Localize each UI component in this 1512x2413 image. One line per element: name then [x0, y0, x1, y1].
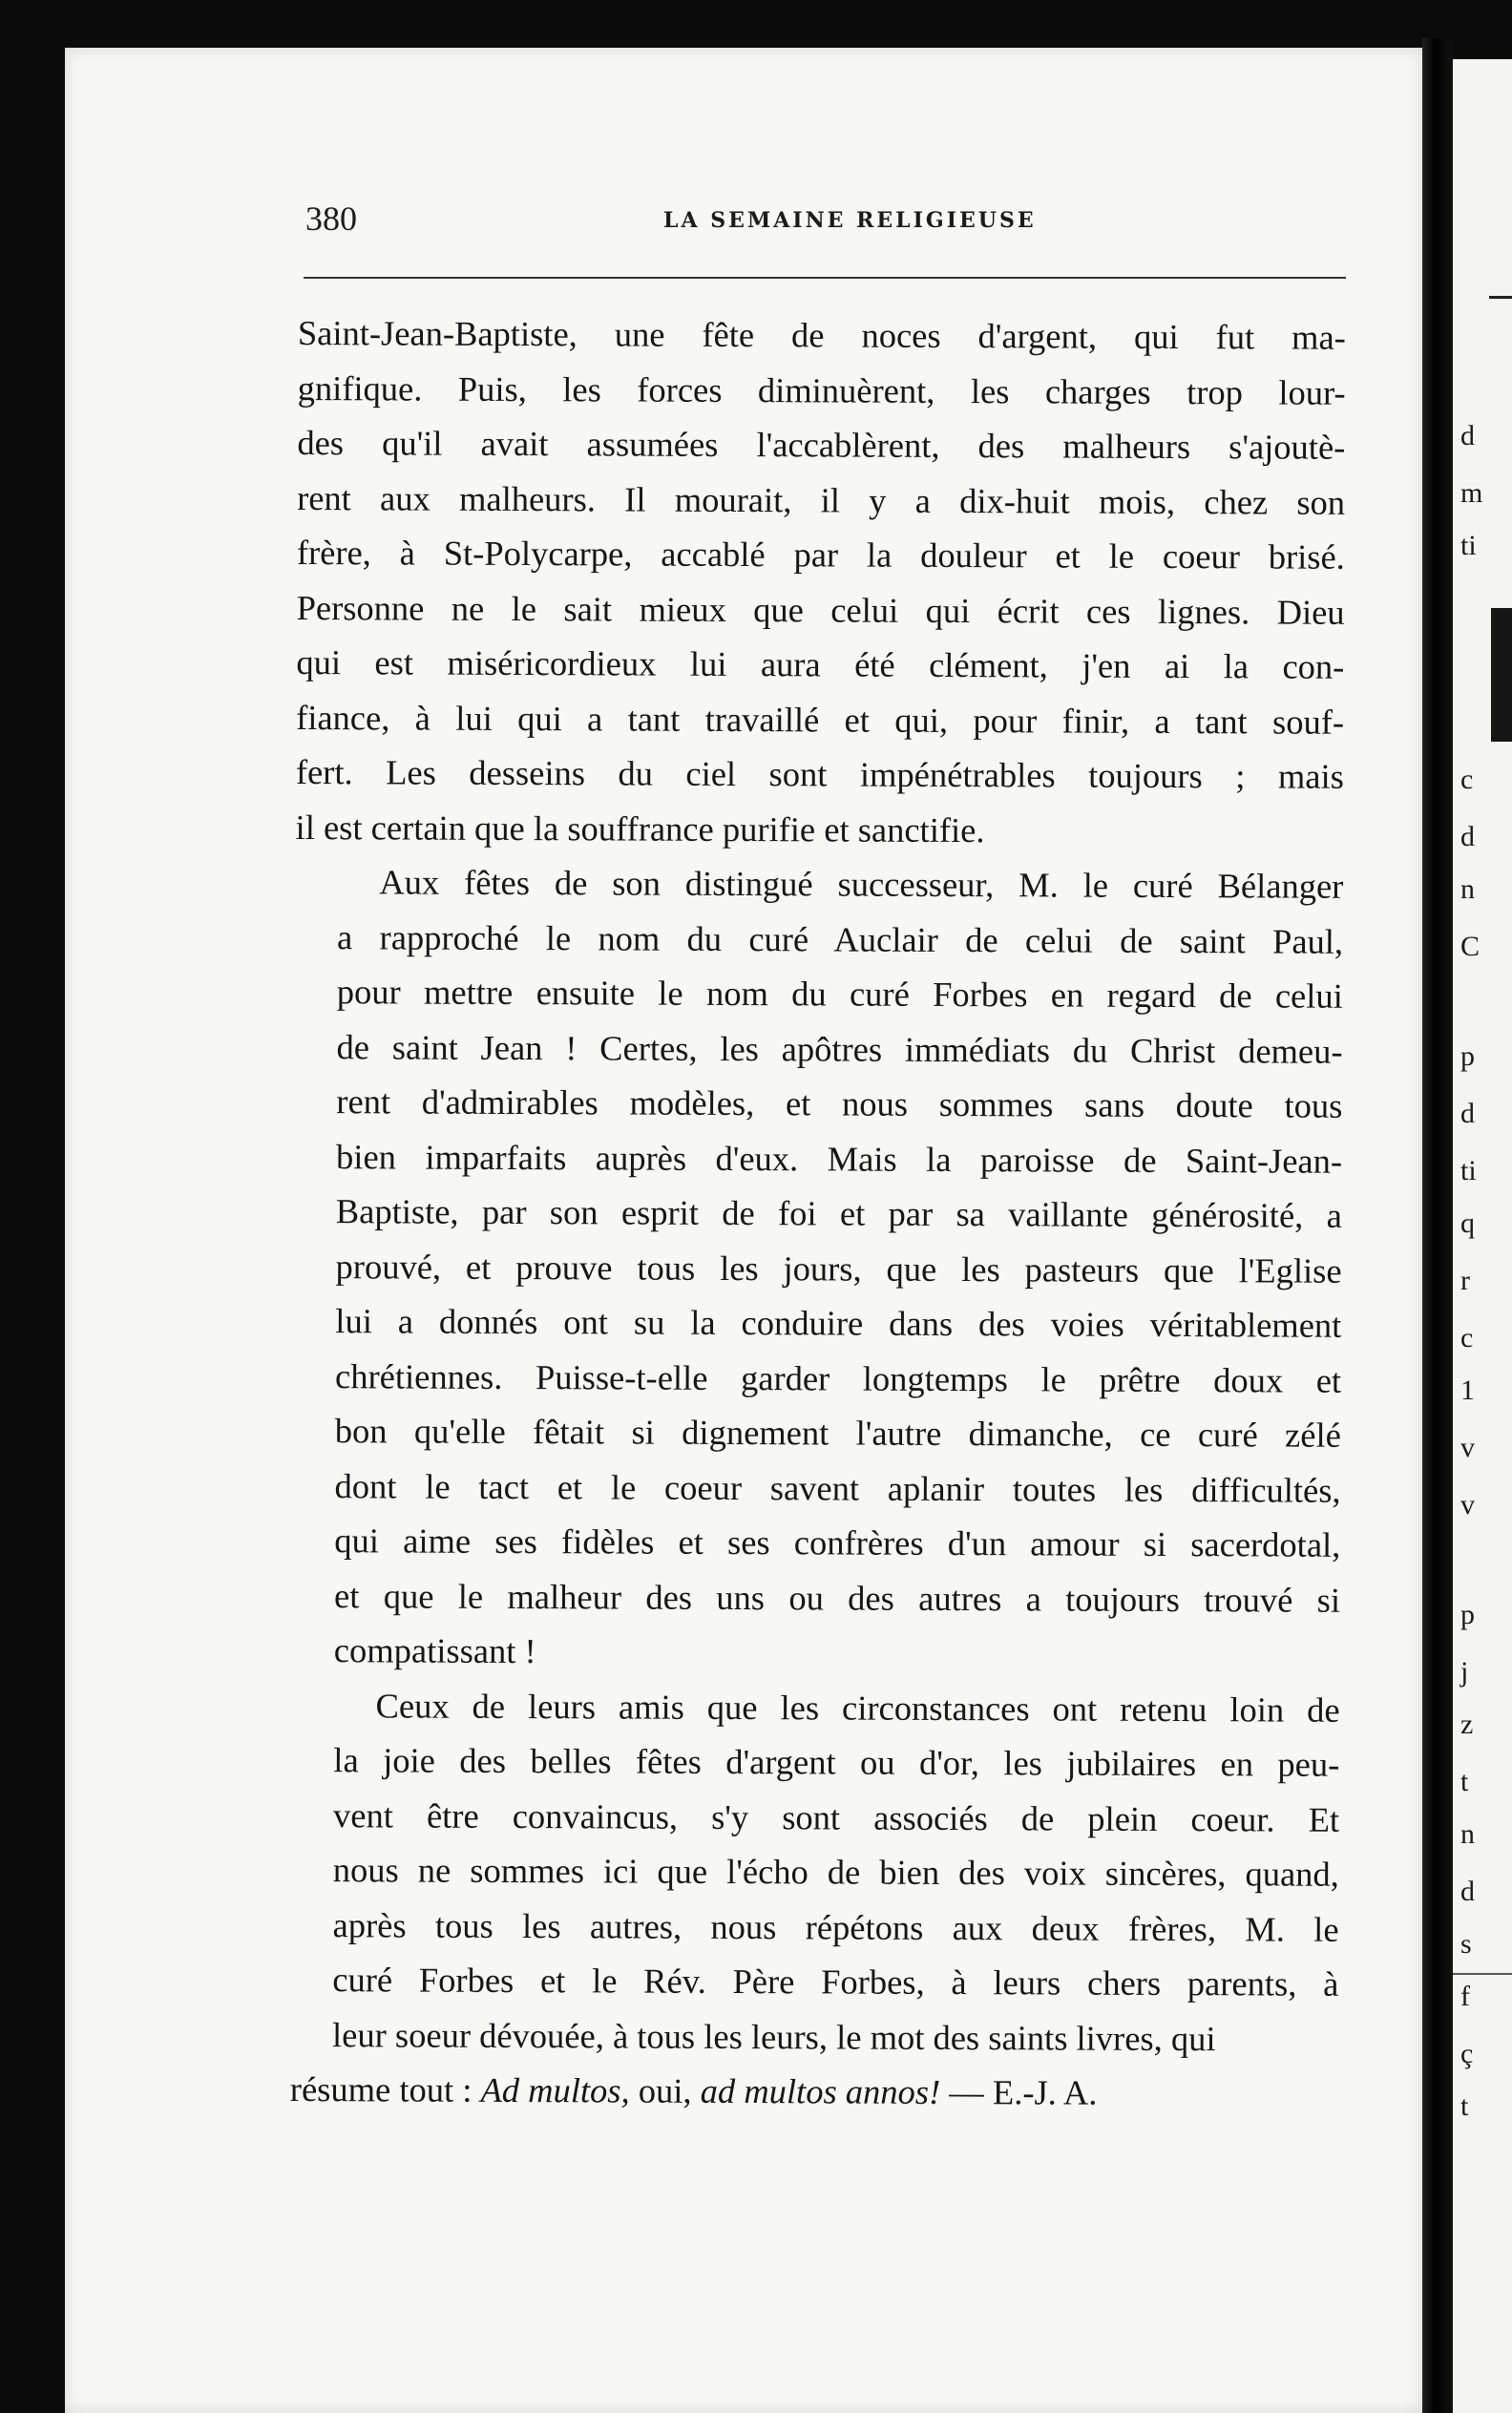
page-number: 380 [305, 199, 357, 238]
text-line: vent être convaincus, s'y sont associés de plein coeur. Et [333, 1794, 1340, 1839]
facing-page-fragment: f [1460, 1981, 1470, 2012]
closing-middle: oui, [629, 2070, 701, 2110]
facing-page-fragment: r [1460, 1265, 1470, 1296]
paragraph [290, 1677, 1340, 2066]
facing-page-edge [1453, 59, 1512, 2413]
facing-page-fragment: d [1460, 821, 1475, 852]
facing-page-fragment: d [1460, 1876, 1475, 1907]
text-line: gnifique. Puis, les forces diminuèrent, les charges trop lour- [297, 367, 1346, 412]
text-line: leur soeur dévouée, à tous les leurs, le mot des saints livres, qui [332, 2014, 1216, 2058]
facing-page-fragment: t [1460, 1766, 1469, 1797]
text-line: de saint Jean ! Certes, les apôtres immédiats du Christ demeu- [336, 1026, 1343, 1071]
facing-page-fragment: z [1460, 1709, 1474, 1740]
text-line: a rapproché le nom du curé Auclair de celui de saint Paul, [337, 916, 1344, 961]
text-line: frère, à St-Polycarpe, accablé par la douleur et le coeur brisé. [296, 532, 1345, 577]
facing-page-fragment: n [1460, 873, 1475, 905]
facing-page-fragment: ti [1460, 530, 1477, 561]
text-line: qui aime ses fidèles et ses confrères d'un amour si sacerdotal, [334, 1521, 1341, 1564]
text-line: dont le tact et le coeur savent aplanir toutes les difficultés, [334, 1465, 1341, 1510]
facing-page-fragment: n [1460, 1818, 1475, 1850]
text-line: il est certain que la souffrance purifie et sanctifie. [295, 807, 985, 850]
facing-page-fragment: m [1460, 477, 1483, 509]
text-line: rent d'admirables modèles, et nous sommes sans doute tous [336, 1081, 1343, 1125]
facing-page-fragment: t [1460, 2090, 1469, 2122]
text-line: bon qu'elle fêtait si dignement l'autre dimanche, ce curé zélé [334, 1411, 1341, 1455]
text-line: Ceux de leurs amis que les circonstances ont retenu loin de [375, 1685, 1340, 1730]
closing-lead: résume tout : [289, 2068, 481, 2109]
text-line: des qu'il avait assumées l'accablèrent, des malheurs s'ajoutè- [297, 422, 1346, 467]
paragraph [295, 305, 1345, 859]
facing-page-fragment: v [1460, 1489, 1475, 1521]
page-header [305, 199, 1346, 241]
facing-page-fragment: c [1460, 764, 1474, 795]
text-line: curé Forbes et le Rév. Père Forbes, à leurs chers parents, à [332, 1960, 1339, 2004]
text-line: Saint-Jean-Baptiste, une fête de noces d'argent, qui fut ma- [297, 312, 1346, 357]
header-rule [304, 277, 1346, 279]
facing-page-fragment: j [1460, 1656, 1469, 1688]
book-gutter [1422, 38, 1453, 2413]
facing-page-fragment: c [1460, 1322, 1474, 1353]
facing-page-fragment: s [1460, 1928, 1472, 1960]
paragraph [292, 854, 1344, 1682]
facing-page-fragment: ç [1460, 2038, 1474, 2069]
facing-page-fragment: p [1460, 1040, 1475, 1072]
article-body [290, 305, 1346, 2121]
closing-line [290, 2062, 1338, 2121]
closing-dash: — [940, 2071, 994, 2112]
text-line: fert. Les desseins du ciel sont impénétrables toujours ; mais [295, 751, 1344, 796]
latin-quote-1: Ad multos, [480, 2069, 630, 2110]
facing-page-fragment: p [1460, 1599, 1475, 1630]
author-signature: E.-J. A. [992, 2072, 1098, 2112]
latin-quote-2: ad multos annos! [700, 2070, 941, 2111]
text-line: Aux fêtes de son distingué successeur, M. le curé Bélanger [379, 862, 1344, 906]
facing-page-fragment: v [1460, 1432, 1475, 1463]
facing-page-fragment: d [1460, 1098, 1475, 1129]
facing-page-fragment: d [1460, 420, 1475, 451]
facing-page-section-rule [1453, 1973, 1512, 1975]
facing-page-fragment: q [1460, 1207, 1475, 1239]
facing-page-fragment: 1 [1460, 1374, 1475, 1406]
text-line: rent aux malheurs. Il mourait, il y a dix-huit mois, chez son [297, 477, 1346, 522]
facing-page-header-rule [1489, 296, 1512, 299]
text-line: la joie des belles fêtes d'argent ou d'or, les jubilaires en peu- [333, 1740, 1340, 1784]
text-line: prouvé, et prouve tous les jours, que les pasteurs que l'Eglise [335, 1246, 1342, 1290]
text-line: lui a donnés ont su la conduire dans des voies véritablement [335, 1301, 1342, 1345]
facing-page-illustration [1491, 608, 1512, 742]
facing-page-fragment: ti [1460, 1155, 1477, 1186]
running-head: LA SEMAINE RELIGIEUSE [663, 208, 1037, 233]
text-line: fiance, à lui qui a tant travaillé et qui, pour finir, a tant souf- [296, 697, 1345, 742]
text-line: Personne ne le sait mieux que celui qui écrit ces lignes. Dieu [296, 587, 1345, 632]
text-line: et que le malheur des uns ou des autres a toujours trouvé si [334, 1575, 1341, 1620]
text-line: Baptiste, par son esprit de foi et par sa vaillante générosité, a [335, 1191, 1342, 1235]
text-line: pour mettre ensuite le nom du curé Forbes en regard de celui [336, 972, 1343, 1016]
text-line: chrétiennes. Puisse-t-elle garder longtemps le prêtre doux et [335, 1355, 1342, 1400]
text-line: qui est miséricordieux lui aura été clément, j'en ai la con- [296, 641, 1345, 686]
text-line: bien imparfaits auprès d'eux. Mais la paroisse de Saint-Jean- [336, 1136, 1343, 1181]
text-line: nous ne sommes ici que l'écho de bien des voix sincères, quand, [332, 1850, 1339, 1894]
text-line: après tous les autres, nous répétons aux deux frères, M. le [332, 1904, 1339, 1949]
text-line: compatissant ! [333, 1630, 536, 1671]
facing-page-fragment: C [1460, 931, 1480, 962]
